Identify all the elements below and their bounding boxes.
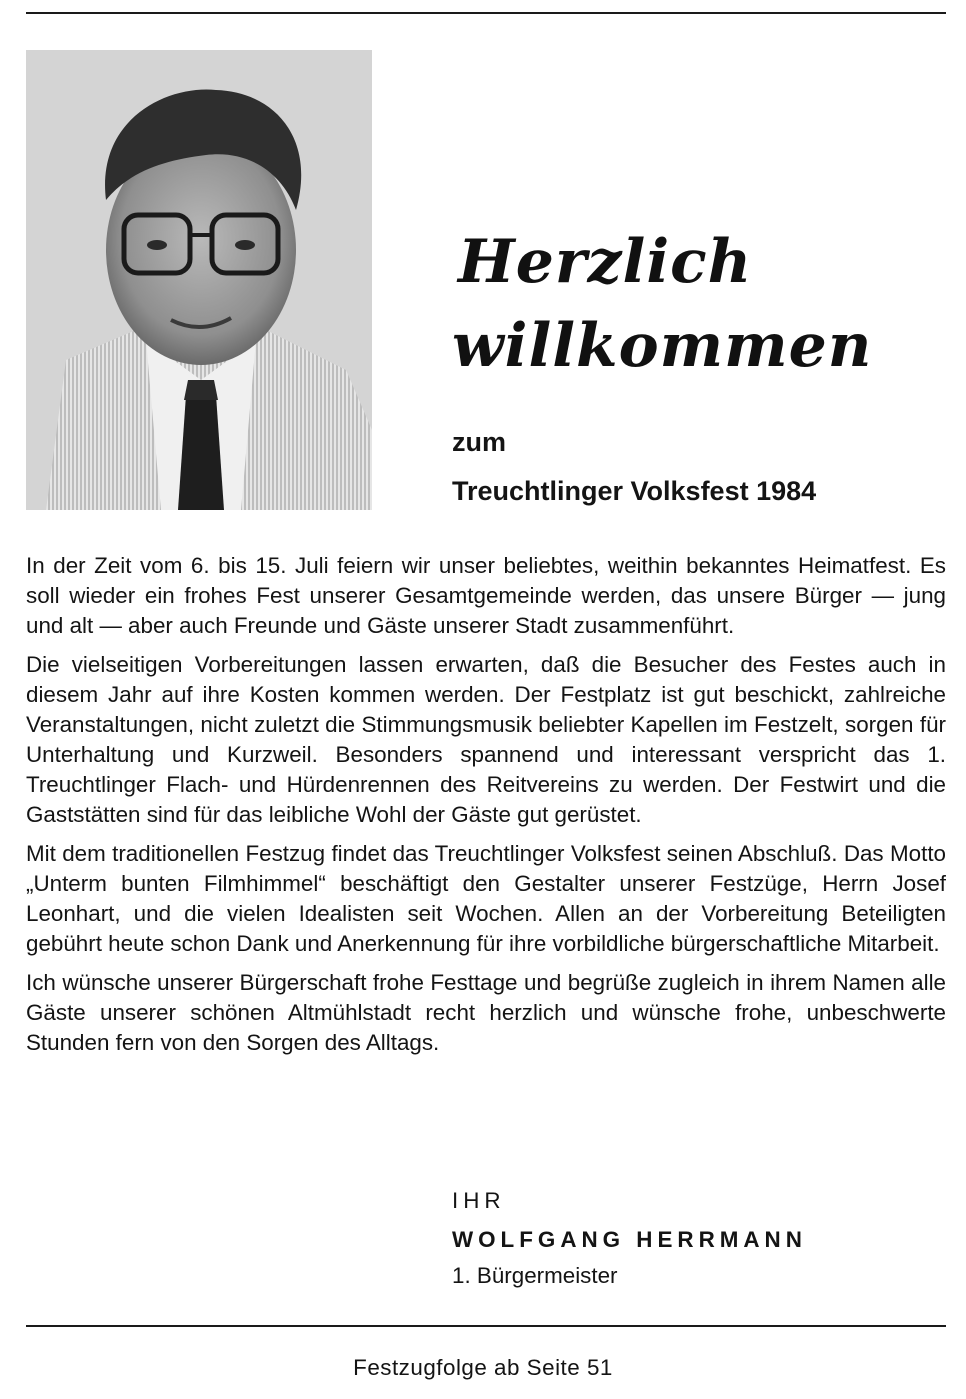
portrait-photo — [26, 50, 372, 510]
signature-name: WOLFGANG HERRMANN — [452, 1227, 807, 1252]
letter-body — [26, 551, 946, 1067]
footer-note: Festzugfolge ab Seite 51 — [353, 1355, 613, 1380]
signature-role: 1. Bürgermeister — [452, 1263, 618, 1288]
bottom-rule — [26, 1325, 946, 1327]
paragraph-2: Die vielseitigen Vorbereitungen lassen erwarten, daß die Besucher des Festes auch in diesem Jahr auf ihre Kosten kommen werden. Der Festplatz ist gut beschickt, zahlreiche Veranstaltungen, nicht zuletzt die Stimmungsmusik beliebter Kapellen im Festzelt, sorgen für Unterhaltung und Kurzweil. Besonders spannend und interessant verspricht das 1. Treuchtlinger Flach- und Hürdenrennen des Reitvereins zu werden. Der Festwirt und die Gaststätten sind für das leibliche Wohl der Gäste gut gerüstet. — [26, 652, 946, 827]
subtitle-zum: zum — [452, 427, 506, 457]
headline-line-1: Herzlich — [458, 227, 753, 297]
welcome-headline — [452, 220, 922, 388]
top-rule — [26, 12, 946, 14]
signature-block — [452, 1186, 807, 1291]
paragraph-4: Ich wünsche unserer Bürgerschaft frohe Festtage und begrüße zugleich in ihrem Namen alle Gäste unserer schönen Altmühlstadt recht herzlich und wünsche frohe, unbeschwerte Stunden fern von den Sorgen des Alltags. — [26, 970, 946, 1055]
paragraph-1: In der Zeit vom 6. bis 15. Juli feiern wir unser beliebtes, weithin bekanntes Heimatfest. Es soll wieder ein frohes Fest unserer Gesamtgemeinde werden, das unsere Bürger — jung und alt — aber auch Freunde und Gäste unserer Stadt zusammenführt. — [26, 553, 946, 638]
signature-salutation: IHR — [452, 1188, 506, 1213]
event-title: Treuchtlinger Volksfest 1984 — [452, 476, 817, 506]
headline-line-2: willkommen — [452, 311, 873, 381]
paragraph-3: Mit dem traditionellen Festzug findet das Treuchtlinger Volksfest seinen Abschluß. Das Motto „Unterm bunten Filmhimmel“ beschäftigt den Gestalter unserer Festzüge, Herrn Josef Leonhart, und die vielen Idealisten seit Wochen. Allen an der Vorbereitung Beteiligten gebührt heute schon Dank und Anerkennung für ihre vorbildliche bürgerschaftliche Mitarbeit. — [26, 841, 946, 956]
